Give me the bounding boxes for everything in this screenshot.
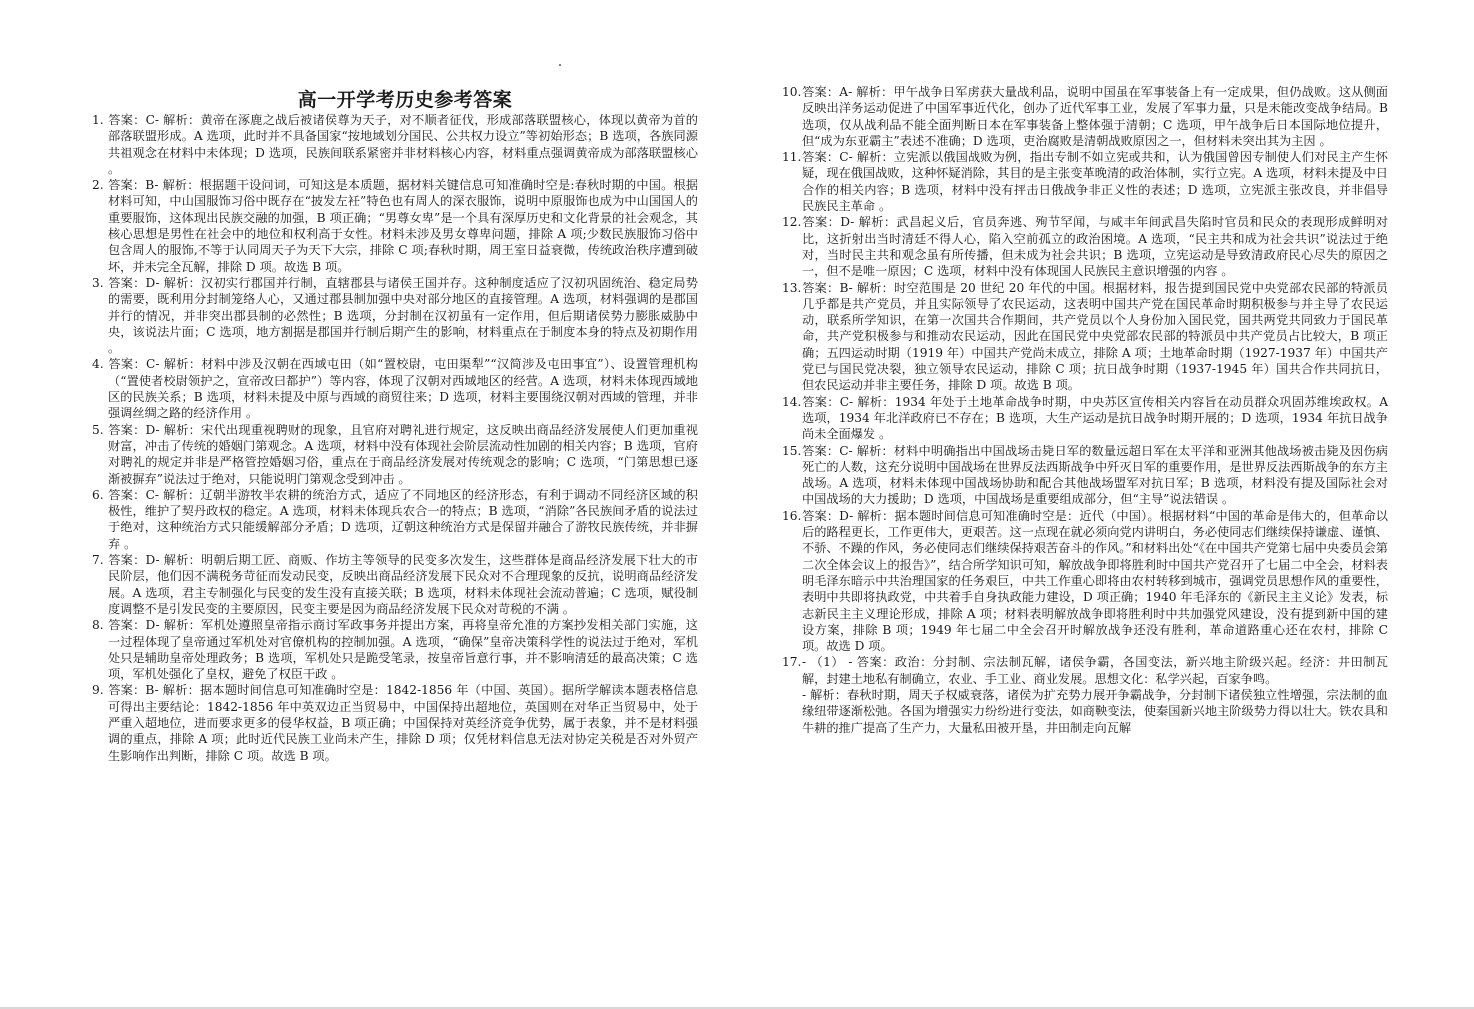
answer-item [92,356,698,421]
answer-text: 答案：D- 解析：军机处遵照皇帝指示商讨军政事务并提出方案，再将皇帝允准的方案抄发相关部门实施，这一过程体现了皇帝通过军机处对官僚机构的控制加强。A 选项，“确保”皇帝决策科学性的说法过于绝对，军机处只是辅助皇帝处理政务；B 选项，军机处只是跪受笔录，按皇帝旨意行事，并不影响清廷的最高决策；C 选项，军机处强化了皇权，避免了权臣干政 。 [108,618,698,682]
answer-number: 15. [782,443,802,458]
answer-number: 12. [782,215,802,230]
answer-text: 答案：C- 解析：辽朝半游牧半农耕的统治方式，适应了不同地区的经济形态，有利于调动不同经济区域的积极性，维护了契丹政权的稳定。A 选项，材料未体现兵农合一的特点；B 选项，“消除”各民族间矛盾的说法过于绝对，这种统治方式只能缓解部分矛盾；D 选项，辽朝这种统治方式是保留并融合了游牧民族传统，并非摒弃 。 [108,487,698,551]
answer-item [92,275,698,356]
answer-item [92,422,698,487]
answer-number: 14. [782,394,802,409]
answer-item [782,654,1388,687]
answer-item [782,443,1388,508]
right-column [782,84,1388,736]
answer-text: 答案：C- 解析：材料中涉及汉朝在西域屯田（如“置校尉，屯田渠犁”“汉简涉及屯田事宜”）、设置管理机构（“置使者校尉领护之，宣帝改曰都护”）等内容，体现了汉朝对西域地区的经营。A 选项，材料未体现西域地区的民族关系；B 选项，材料未提及中原与西域的商贸往来；D 选项，材料主要围绕汉朝对西域的管理，并非强调丝绸之路的经济作用 。 [108,357,698,421]
answer-number: 16. [782,508,802,523]
answer-item [782,394,1388,443]
answer-text: 答案：D- 解析：汉初实行郡国并行制，直辖郡县与诸侯王国并存。这种制度适应了汉初巩固统治、稳定局势的需要，既利用分封制笼络人心，又通过郡县制加强中央对部分地区的直接管理。A 选项，材料强调的是郡国并行的情况，并非突出郡县制的必然性；B 选项，分封制在汉初虽有一定作用，但后期诸侯势力膨胀威胁中央，该说法片面；C 选项，地方割据是郡国并行制后期产生的影响，材料重点在于制度本身的特点及初期作用 。 [108,275,698,356]
answer-number: 6. [92,487,104,502]
answer-text: 答案：D- 解析：武昌起义后，官员奔逃、殉节罕闻，与咸丰年间武昌失陷时官员和民众的表现形成鲜明对比，这折射出当时清廷不得人心，陷入空前孤立的政治困境。A 选项，“民主共和成为社会共识”说法过于绝对，当时民主共和观念虽有所传播，但未成为社会共识；B 选项，立宪运动是导致清政府民心尽失的原因之一，但不是唯一原因；C 选项，材料中没有体现国人民族民主意识增强的内容 。 [802,215,1388,279]
answer-text: 答案：A- 解析：甲午战争日军虏获大量战利品，说明中国虽在军事装备上有一定成果，但仍战败。这从侧面反映出洋务运动促进了中国军事近代化，创办了近代军事工业，发展了军事力量，只是未能改变战争结局。B 选项，仅从战利品不能全面判断日本在军事装备上整体强于清朝；C 选项，甲午战争后日本国际地位提升，但“成为东亚霸主”表述不准确；D 选项，吏治腐败是清朝战败原因之一，但材料未突出其为主因 。 [802,85,1388,148]
answer-text: 答案：C- 解析：1934 年处于土地革命战争时期，中央苏区宣传相关内容旨在动员群众巩固苏维埃政权。A 选项，1934 年北洋政府已不存在；B 选项，大生产运动是抗日战争时期开展的；D 选项，1934 年抗日战争尚未全面爆发 。 [802,394,1388,442]
answer-text: 答案：B- 解析：据本题时间信息可知准确时空是：1842-1856 年（中国、英国）。据所学解读本题表格信息可得出主要结论：1842-1856 年中英双边正当贸易中，中国保持出超地位，英国则在对华正当贸易中，处于严重入超地位，进而要求更多的侵华权益，B 项正确；中国保持对英经济竞争优势，属于表象，并不是材料强调的重点，排除 A 项；此时近代民族工业尚未产生，排除 D 项；仅凭材料信息无法对协定关税是否对外贸产生影响作出判断，排除 C 项。故选 B 项。 [108,683,698,763]
answer-text: 答案：D- 解析：明朝后期工匠、商贩、作坊主等领导的民变多次发生，这些群体是商品经济发展下壮大的市民阶层，他们因不满税务苛征而发动民变，反映出商品经济发展下民众对不合理现象的反抗，说明商品经济发展。A 选项，君主专制强化与民变的发生没有直接关联；B 选项，材料未体现社会流动普遍；C 选项，赋役制度调整不是引发民变的主要原因，民变主要是因为商品经济发展下民众对苛税的不满 。 [108,553,698,616]
answer-item [92,112,698,177]
answer-number: 1. [92,113,104,127]
answer-text: 答案：B- 解析：时空范围是 20 世纪 20 年代的中国。根据材料，报告提到国民党中央党部农民部的特派员几乎都是共产党员，并且实际领导了农民运动，这表明中国共产党在国民革命时期积极参与并主导了农民运动，联系所学知识，在第一次国共合作期间，共产党员以个人身份加入国民党，国共两党共同致力于国民革命，共产党积极参与和推动农民运动，因此在国民党中央党部农民部的特派员中共产党员占比较大，B 项正确；五四运动时期（1919 年）中国共产党尚未成立，排除 A 项；土地革命时期（1927-1937 年）中国共产党已与国民党决裂，独立领导农民运动，排除 C 项；抗日战争时期（1937-1945 年）国共合作共同抗日，但农民运动并非主要任务，排除 D 项。故选 B 项。 [802,280,1388,393]
answer-text: 答案：D- 解析：宋代出现重视聘财的现象，且官府对聘礼进行规定，这反映出商品经济发展使人们更加重视财富，冲击了传统的婚姻门第观念。A 选项，材料中没有体现社会阶层流动性加剧的相关内容；B 选项，官府对聘礼的规定并非是严格管控婚姻习俗，重点在于商品经济发展对传统观念的影响；C 选项，“门第思想已逐渐被摒弃”说法过于绝对，只能说明门第观念受到冲击 。 [108,422,698,486]
answer-item [92,617,698,682]
answer-list-left [92,112,698,764]
answer-number: 13. [782,280,802,295]
answer-number: 2. [92,178,104,193]
answer-list-right [782,84,1388,687]
answer-number: 9. [92,683,104,698]
answer-number: 17. [782,655,802,670]
analysis-paragraph [782,687,1388,736]
answer-text: 答案：C- 解析：黄帝在涿鹿之战后被诸侯尊为天子，对不顺者征伐，形成部落联盟核心，体现以黄帝为首的部落联盟形成。A 选项，此时并不具备国家“按地域划分国民、公共权力设立”等初始形态；B 选项，各族同源共祖观念在材料中未体现；D 选项，民族间联系紧密并非材料核心内容，材料重点强调黄帝成为部落联盟核心 。 [108,113,698,176]
left-column [92,88,698,764]
answer-number: 8. [92,618,104,633]
answer-item [782,149,1388,214]
answer-text: 答案：C- 解析：材料中明确指出中国战场击毙日军的数量远超日军在太平洋和亚洲其他战场被击毙及因伤病死亡的人数，这充分说明中国战场在世界反法西斯战争中歼灭日军的重要作用，是世界反法西斯战争的东方主战场。A 选项，材料未体现中国战场协助和配合其他战场盟军对抗日军；B 选项，材料没有提及国际社会对中国战场的大力援助；D 选项，中国战场是重要组成部分，但“主导”说法错误 。 [802,443,1388,507]
answer-number: 11. [782,150,802,165]
analysis-text: - 解析：春秋时期，周天子权威衰落，诸侯为扩充势力展开争霸战争，分封制下诸侯独立性增强，宗法制的血缘纽带逐渐松弛。各国为增强实力纷纷进行变法，如商鞅变法，使秦国新兴地主阶级势力得以壮大。铁农具和牛耕的推广提高了生产力，大量私田被开垦，井田制走向瓦解 [802,687,1388,735]
answer-item [782,508,1388,655]
answer-item [782,84,1388,149]
page-mark [559,64,561,66]
page-title: 高一开学考历史参考答案 [297,89,513,111]
answer-item [92,487,698,552]
answer-item [92,552,698,617]
answer-number: 7. [92,553,104,568]
answer-text: 答案：D- 解析：据本题时间信息可知准确时空是：近代（中国）。根据材料“中国的革命是伟大的，但革命以后的路程更长，工作更伟大，更艰苦。这一点现在就必须向党内讲明白，务必使同志们继续保持谦虚、谨慎、不骄、不躁的作风，务必使同志们继续保持艰苦奋斗的作风。”和材料出处“《在中国共产党第七届中央委员会第二次全体会议上的报告》”，结合所学知识可知，解放战争即将胜利时中国共产党召开了七届二中全会，材料表明毛泽东暗示中共治理国家的任务艰巨，中共工作重心即将由农村转移到城市，强调党员思想作风的重要性，表明中共即将执政党，中共着手自身执政能力建设，D 项正确；1940 年毛泽东的《新民主主义论》发表，标志新民主主义理论形成，排除 A 项；材料表明解放战争即将胜利时中共加强党风建设，没有提到新中国的建设方案，排除 B 项；1949 年七届二中全会召开时解放战争还没有胜利，革命道路重心还在农村，排除 C 项。故选 D 项。 [802,508,1388,654]
answer-item [92,177,698,275]
answer-number: 4. [92,357,104,372]
answer-item [92,682,698,763]
answer-number: 5. [92,422,104,437]
answer-text: - （1） - 答案：政治：分封制、宗法制瓦解，诸侯争霸，各国变法，新兴地主阶级兴起。经济：井田制瓦解，封建土地私有制确立，农业、手工业、商业发展。思想文化：私学兴起，百家争鸣。 [802,655,1388,686]
answer-text: 答案：C- 解析：立宪派以俄国战败为例，指出专制不如立宪或共和，认为俄国曾因专制使人们对民主产生怀疑，现在俄国战败，这种怀疑消除，其目的是主张变革晚清的政治体制，实行立宪。A 选项，材料未提及中日合作的相关内容；B 选项，材料中没有抨击日俄战争非正义性的表述；D 选项，立宪派主张改良，并非倡导民族民主革命 。 [802,150,1388,214]
answer-text: 答案：B- 解析：根据题干设问词，可知这是本质题，据材料关键信息可知准确时空是:春秋时期的中国。根据材料可知，中山国服饰习俗中既存在“披发左衽”特色也有周人的深衣服饰，说明中原服饰也成为中山国国人的重要服饰，这体现出民族交融的加强，B 项正确；“男尊女卑”是一个具有深厚历史和文化背景的社会观念，其核心思想是男性在社会中的地位和权利高于女性。材料未涉及男女尊卑问题，排除 A 项;少数民族服饰习俗中包含周人的服饰,不等于认同周天子为天下大宗，排除 C 项;春秋时期，周王室日益衰微，传统政治秩序遭到破坏，并未完全瓦解，排除 D 项。故选 B 项。 [108,178,698,274]
answer-number: 10. [782,85,802,99]
answer-number: 3. [92,275,104,290]
answer-item [782,214,1388,279]
answer-item [782,280,1388,394]
